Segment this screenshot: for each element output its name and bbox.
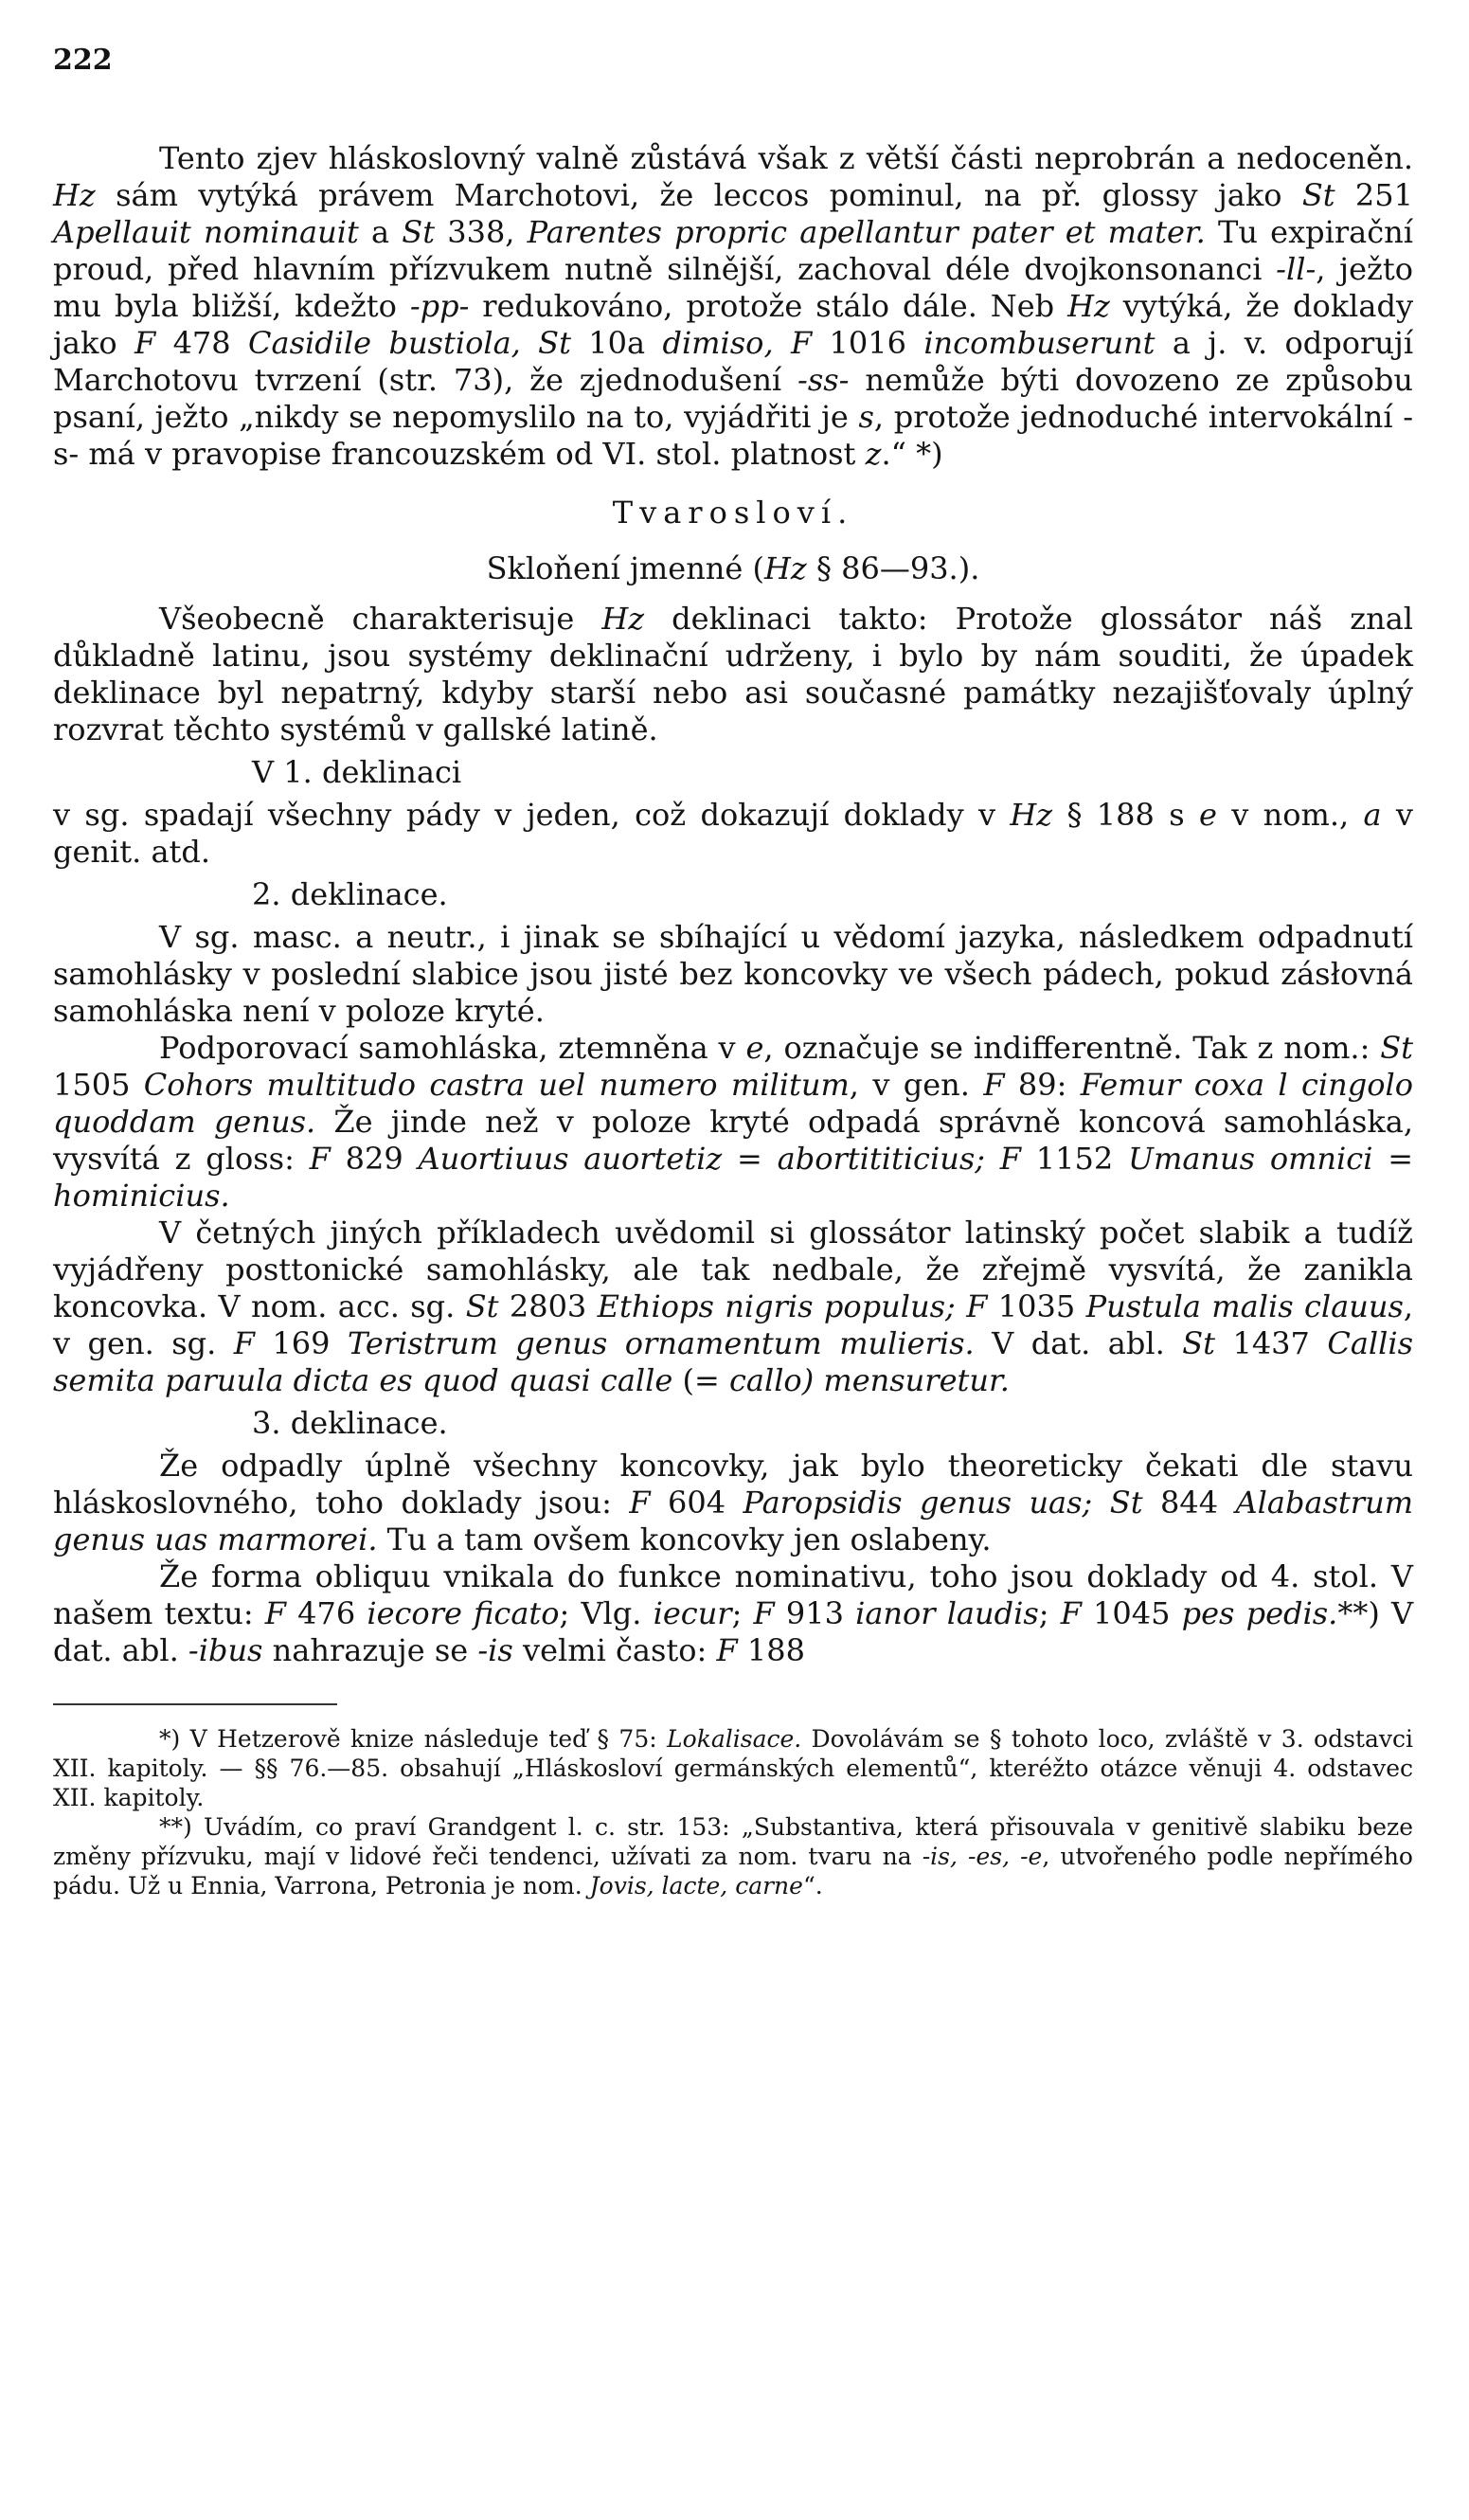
declension-3-heading: 3. deklinace. [252,1405,448,1441]
text-run: 844 [1142,1485,1236,1521]
declension-1-heading: V 1. deklinaci [252,754,462,790]
term: Lokalisace. [667,1725,802,1753]
text-run: Podporovací samohláska, ztemněna v [159,1030,746,1066]
source-ref: F [309,1141,331,1177]
footnote-2 [53,1812,1413,1900]
gloss-citation: Callis semita paruula dicta es quod quasi calle [53,1325,1414,1398]
gloss-citation: pes pedis. [1181,1595,1338,1631]
text-run: a j. v. odporují Marchotovu tvrzení (str. 73), že zjednodušení [53,325,1414,398]
source-ref: F [629,1485,651,1521]
gloss-citation: Teristrum genus ornamentum mulieris. [347,1325,975,1361]
gloss-citation: Paropsidis genus uas; St [743,1485,1143,1521]
text-run: v genit. atd. [53,797,1413,870]
text-run: Že jinde než v poloze kryté odpadá správně koncová samohláska, vysvítá z gloss: [53,1104,1414,1177]
text-run: Tu expirační proud, před hlavním přízvukem nutně silnější, zachoval déle dvojkonsonanci [53,214,1414,287]
gloss-citation: Pustula malis clauus [1085,1288,1404,1324]
text-run: velmi často: [512,1632,717,1668]
text-run: deklinaci takto: Protože glossátor náš znal důkladně latinu, jsou systémy deklinační udrženy, i bylo by nám souditi, že úpadek deklinace byl nepatrný, kdyby starší nebo asi současné památky nezajišťovaly úplný rozvrat těchto systémů v gallské latině. [53,601,1414,747]
paragraph-7 [53,1448,1413,1558]
text-run: V dat. abl. [974,1325,1183,1361]
footnote-divider [53,1703,337,1705]
source-ref: F [716,1632,738,1668]
term: -ibus [188,1632,263,1668]
source-ref: St [1301,177,1335,213]
abbr-hz: Hz [1067,288,1110,324]
text-run: 1152 [1021,1141,1129,1177]
text-run: , označuje se indifferentně. Tak z nom.: [763,1030,1381,1066]
source-ref: St [1182,1325,1215,1361]
section-heading: Tvarosloví. [612,495,854,531]
source-ref: F [264,1595,286,1631]
term: Jovis, lacte, carne [589,1872,803,1899]
text-run: 2803 [498,1288,598,1324]
gloss-citation: ianor laudis [855,1595,1039,1631]
text-run: 89: [1004,1067,1081,1103]
term: -is [477,1632,513,1668]
text-run: , ježto mu byla bližší, kdežto [53,251,1414,324]
term: a [1363,797,1382,833]
text-run: Dovolávám se § tohoto loco, zvláště v 3. odstavci XII. kapitoly. — §§ 76.—85. obsahují „Hláskosloví germánských elementů“, kteréžto otázce věnuji 4. odstavec XII. kapitoly. [53,1725,1413,1811]
text-run: vytýká, že doklady jako [53,288,1414,361]
paragraph-4: V sg. masc. a neutr., i jinak se sbíhající u vědomí jazyka, následkem odpadnutí samohlásky v poslední slabice jsou jisté bez koncovky ve všech pádech, pokud zásłovná samohláska není v poloze kryté. [53,919,1413,1029]
text-run: Tu a tam ovšem koncovky jen oslabeny. [377,1521,992,1557]
text-run: 251 [1335,177,1413,213]
text-run: , protože jednoduché intervokální -s- má v pravopise francouzském od VI. stol. platnost [53,399,1414,472]
text-run: Že odpadly úplně všechny koncovky, jak bylo theoreticky čekati dle stavu hláskoslovného, toho doklady jsou: [53,1448,1413,1521]
gloss-citation: Femur coxa l cingolo quoddam genus. [53,1067,1414,1140]
text-run: **) V dat. abl. [53,1595,1414,1668]
text-run: ; [731,1595,754,1631]
text-run: Tento zjev hláskoslovný valně zůstává však z větší části neprobrán a nedoceněn. [159,140,1413,176]
source-ref: F [753,1595,775,1631]
text-run: ; [1038,1595,1061,1631]
text-run: 829 [330,1141,419,1177]
gloss-citation: Auortiuus auortetiz = abortititicius; F [418,1141,1022,1177]
paragraph-8 [53,1558,1413,1669]
gloss-citation: Cohors multitudo castra uel numero militum [143,1067,850,1103]
text-run: “. [802,1872,823,1899]
paragraph-3 [53,797,1413,871]
text-run: Všeobecně charakterisuje [159,601,602,637]
term: e [1198,797,1217,833]
term: -is, -es, -e [922,1843,1043,1870]
text-run: 478 [155,325,248,361]
term: -ss- [797,362,850,398]
text-run: 476 [285,1595,367,1631]
paragraph-6 [53,1215,1413,1399]
gloss-citation: dimiso, F [662,325,813,361]
gloss-citation: Alabastrum genus uas marmorei. [53,1485,1414,1557]
source-ref: F [134,325,156,361]
abbr-hz: Hz [601,601,645,637]
term: s [858,399,874,435]
gloss-citation: Parentes propric apellantur pater et mater. [527,214,1206,250]
text-run: Že forma obliquu vnikala do funkce nominativu, toho jsou doklady od 4. stol. V našem textu: [53,1558,1413,1631]
source-ref: St [1380,1030,1414,1066]
declension-2-heading: 2. deklinace. [252,876,448,912]
paragraph-2 [53,601,1413,748]
body-text [53,140,1413,1900]
text-run: § 86—93.). [806,550,980,586]
text-run: 10a [570,325,663,361]
text-run: 1045 [1081,1595,1182,1631]
page-number: 222 [53,44,113,77]
gloss-citation: Ethiops nigris populus; F [597,1288,988,1324]
text-run: .“ *) [881,436,943,472]
source-ref: F [1060,1595,1082,1631]
abbr-hz: Hz [1010,797,1053,833]
source-ref: St [402,214,436,250]
text-run: nahrazuje se [262,1632,478,1668]
gloss-citation: incombuserunt [923,325,1155,361]
gloss-citation: iecore ficato [367,1595,560,1631]
text-run: , v gen. [849,1067,984,1103]
footnote-1 [53,1724,1413,1812]
text-run: , utvořeného podle nepřímého pádu. Už u Ennia, Varrona, Petronia je nom. [53,1843,1413,1899]
section-subheading [53,550,1413,587]
paragraph-1 [53,140,1413,473]
gloss-citation: callo) mensuretur. [728,1362,1010,1398]
term: e [745,1030,764,1066]
text-run: V četných jiných příkladech uvědomil si glossátor latinský počet slabik a tudíž vyjádřeny posttonické samohlásky, ale tak nedbale, že zřejmě vysvítá, že zanikla koncovka. V nom. acc. sg. [53,1215,1413,1324]
text-run: redukováno, protože stálo dále. Neb [469,288,1068,324]
text-run: § 188 s [1052,797,1199,833]
source-ref: F [233,1325,255,1361]
abbr-hz: Hz [53,177,96,213]
term: -pp- [409,288,470,324]
text-run: Skloňení jmenné ( [486,550,764,586]
gloss-citation: Casidile bustiola, St [248,325,571,361]
term: -ll- [1276,251,1317,287]
text-run: 1437 [1215,1325,1328,1361]
text-run: , v gen. sg. [53,1288,1414,1361]
text-run: 188 [737,1632,805,1668]
text-run: **) Uvádím, co praví Grandgent l. c. str. 153: „Substantiva, která přisouvala v genitivě slabiku beze změny přízvuku, mají v lidové řeči tendenci, užívati za nom. tvaru na [53,1813,1413,1870]
text-run: ; Vlg. [559,1595,654,1631]
text-run: 913 [774,1595,856,1631]
text-run: 604 [650,1485,743,1521]
text-run: a [358,214,403,250]
text-run: 1035 [987,1288,1086,1324]
paragraph-5 [53,1030,1413,1215]
text-run: *) V Hetzerově knize následuje teď § 75: [159,1725,668,1753]
text-run: (= [672,1362,729,1398]
source-ref: F [983,1067,1005,1103]
text-run: nemůže býti dovozeno ze způsobu psaní, ježto „nikdy se nepomyslilo na to, vyjádřiti je [53,362,1414,435]
gloss-citation: Apellauit nominauit [53,214,359,250]
gloss-citation: iecur [653,1595,732,1631]
text-run: sám vytýká právem Marchotovi, že leccos pominul, na př. glossy jako [95,177,1302,213]
text-run: v sg. spadají všechny pády v jeden, což dokazují doklady v [53,797,1011,833]
text-run: 1016 [812,325,924,361]
text-run: v nom., [1216,797,1364,833]
abbr-hz: Hz [764,550,807,586]
term: z [865,436,882,472]
text-run: 338, [435,214,528,250]
source-ref: St [465,1288,499,1324]
text-run: 169 [254,1325,348,1361]
text-run: 1505 [53,1067,144,1103]
gloss-citation: Umanus omnici = hominicius. [53,1141,1414,1214]
